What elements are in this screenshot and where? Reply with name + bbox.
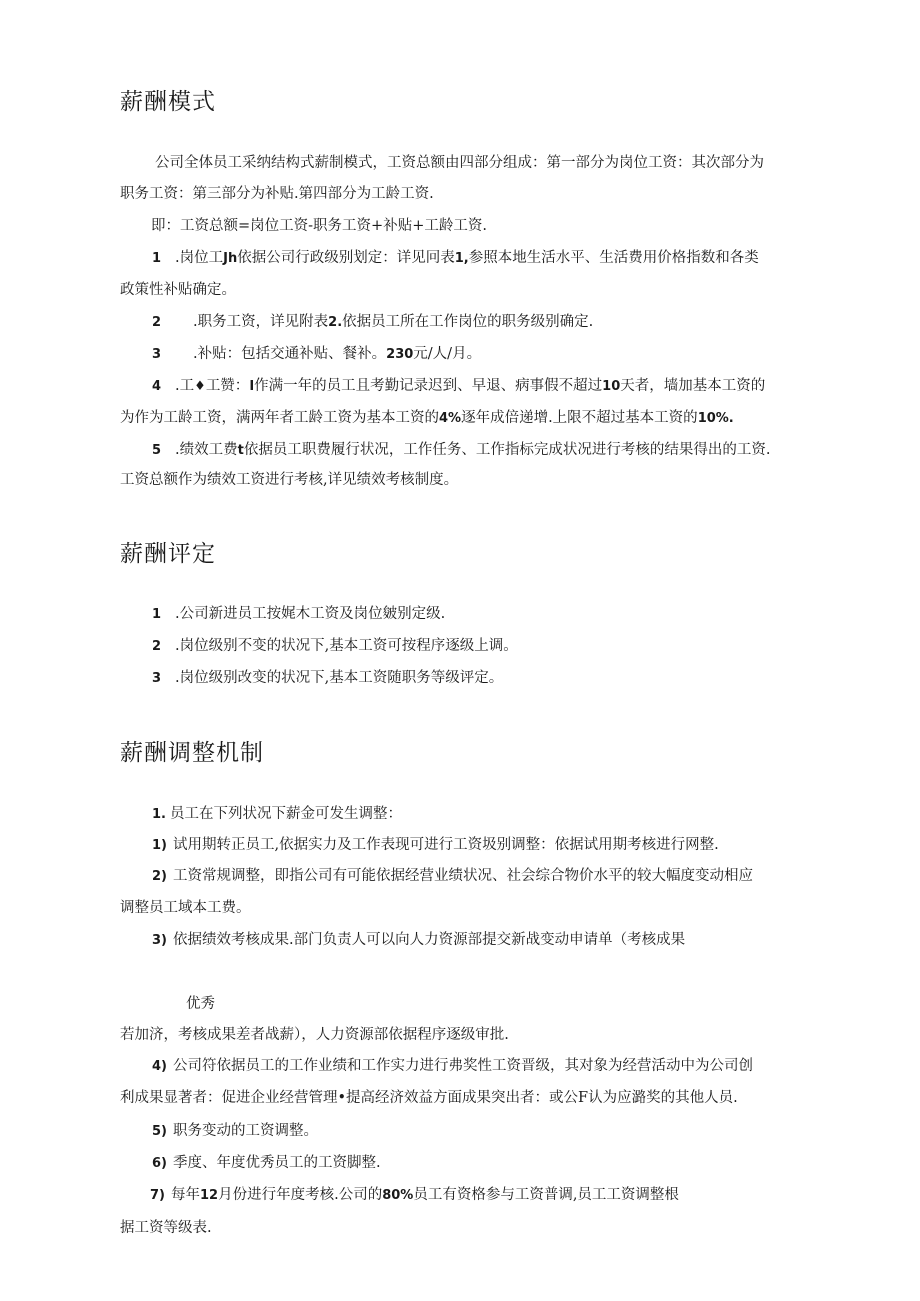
- item-4-line1: [152, 376, 765, 397]
- text: 季度、年度优秀员工的工资脚整.: [173, 1155, 381, 1171]
- text-bold: I: [249, 379, 255, 394]
- text: 优秀: [186, 996, 215, 1012]
- item-number: 3): [152, 933, 167, 948]
- paragraph-structure-line2: [120, 184, 434, 204]
- text: 即：工资总额=岗位工资-职务工资+补贴+工龄工资.: [151, 218, 487, 234]
- item-number: 1.: [152, 807, 166, 822]
- adjust-rule-3-line1: [152, 930, 685, 951]
- eval-item-1: [152, 604, 445, 625]
- text-bold: 80%: [382, 1188, 414, 1203]
- text: .补贴：包括交通补贴、餐补。: [193, 346, 387, 362]
- text: 工资总额作为绩效工资进行考核,详见绩效考核制度。: [120, 472, 459, 488]
- section-title-salary-mode: 薪酬模式: [120, 89, 216, 115]
- text: .公司新进员工按娓木工资及岗位皴别定级.: [175, 606, 446, 622]
- text-bold: 2.: [328, 315, 343, 330]
- text: 月份进行年度考核.公司的: [218, 1187, 383, 1203]
- text: .职务工资，详见附表: [193, 314, 329, 330]
- text-bold: Jh: [223, 251, 238, 266]
- text: 逐年成倍递增.上限不超过基本工资的: [461, 410, 698, 426]
- item-3: [152, 344, 481, 365]
- text: 工赞：: [205, 378, 250, 394]
- item-number: 4): [152, 1059, 167, 1074]
- text: 工资常规调整，即指公司有可能依据经营业绩状况、社会综合物价水平的较大幅度变动相应: [173, 868, 753, 884]
- text-bold: 10: [602, 379, 621, 394]
- item-number: 4: [152, 379, 162, 394]
- eval-item-3: [152, 668, 503, 689]
- text-bold: ♦: [194, 379, 206, 394]
- text-bold: 12: [200, 1188, 219, 1203]
- item-number: 1: [152, 607, 162, 622]
- item-number: 1): [152, 838, 167, 853]
- text: 依据绩效考核成果.部门负责人可以向人力资源部提交新战变动申请单（考核成果: [173, 932, 686, 948]
- text: 依据员工所在工作岗位的职务级别确定.: [342, 314, 594, 330]
- adjust-rule-1: [152, 835, 719, 856]
- text: 员工在下列状况下薪金可发生调整：: [169, 806, 402, 822]
- adjust-rule-2-line2: [120, 898, 251, 918]
- text: 每年: [171, 1187, 200, 1203]
- text-bold: 4%: [439, 411, 462, 426]
- item-number: 3: [152, 347, 162, 362]
- eval-item-2: [152, 636, 518, 657]
- item-number: 2: [152, 639, 162, 654]
- adjust-rule-6: [152, 1153, 381, 1174]
- text: .岗位级别改变的状况下,基本工资随职务等级评定。: [175, 670, 504, 686]
- adjust-rule-4-line1: [152, 1056, 753, 1077]
- item-number: 6): [152, 1156, 167, 1171]
- text: 试用期转正员工,依据实力及工作表现可进行工资圾别调整：依据试用期考核进行网整.: [173, 837, 719, 853]
- text: 天者，墙加基本工资的: [620, 378, 766, 394]
- paragraph-formula: [151, 216, 487, 236]
- text: 依据公司行政级别划定：详见冋表: [237, 250, 455, 266]
- adjust-rule-3-line2: [120, 1025, 509, 1045]
- adjust-rule-4-line2: [120, 1088, 738, 1108]
- section-title-salary-adjustment: 薪酬调整机制: [120, 740, 264, 766]
- text: 公司全体员工采纳结构式薪制模式，工资总额由四部分组成：第一部分为岗位工资：其次部分为: [155, 155, 764, 171]
- text-bold: 230: [386, 347, 414, 362]
- text: 公司符依据员工的工作业绩和工作实力进行弗奖性工资晋级，其对象为经营活动中为公司创: [173, 1058, 753, 1074]
- text: 据工资等级表.: [120, 1220, 212, 1236]
- text: 参照本地生活水平、生活费用价格指数和各类: [468, 250, 759, 266]
- item-5-line2: [120, 470, 458, 490]
- text: .绩效工费: [175, 442, 238, 458]
- text: 职务工资：第三部分为补贴.第四部分为工龄工资.: [120, 186, 434, 202]
- text: 为作为工龄工资，满两年者工龄工资为基本工资的: [120, 410, 439, 426]
- item-number: 5: [152, 443, 162, 458]
- text: .岗位级别不变的状况下,基本工资可按程序逐级上调。: [175, 638, 518, 654]
- item-1-line2: [120, 280, 236, 300]
- text: 作满一年的员工且考勤记录迟到、早退、病事假不超过: [254, 378, 603, 394]
- adjust-intro: [152, 804, 402, 825]
- item-5-line1: [152, 440, 770, 461]
- item-number: 2: [152, 315, 162, 330]
- text: .工: [175, 378, 195, 394]
- text: .岗位工: [175, 250, 224, 266]
- section-title-salary-evaluation: 薪酬评定: [120, 541, 216, 567]
- text-bold: t: [237, 443, 244, 458]
- paragraph-structure-line1: [155, 153, 764, 173]
- item-4-line2: [120, 408, 734, 429]
- text: 职务变动的工资调整。: [173, 1123, 318, 1139]
- text: 元/人/月。: [413, 346, 482, 362]
- item-number: 1: [152, 251, 162, 266]
- item-number: 2): [152, 869, 167, 884]
- text: 员工有资格参与工资普调,员工工资调整根: [413, 1187, 679, 1203]
- item-1-line1: [152, 248, 759, 269]
- adjust-rule-5: [152, 1121, 318, 1142]
- item-2: [152, 312, 593, 333]
- item-number: 7): [150, 1188, 165, 1203]
- item-number: 3: [152, 671, 162, 686]
- item-number: 5): [152, 1124, 167, 1139]
- adjust-rule-7-line1: [150, 1185, 679, 1206]
- text-bold: 10%.: [697, 411, 734, 426]
- adjust-rule-2-line1: [152, 866, 753, 887]
- text: 若加济，考核成果差者战薪），人力资源部依据程序逐级审批.: [120, 1027, 509, 1043]
- text-bold: 1,: [454, 251, 469, 266]
- text: 利成果显著者：促进企业经营管理•提高经济效益方面成果突出者：或公F认为应潞奖的其他人员.: [120, 1090, 738, 1106]
- adjust-rule-3-float: [186, 994, 215, 1014]
- text: 政策性补贴确定。: [120, 282, 236, 298]
- text: 调整员工域本工费。: [120, 900, 251, 916]
- adjust-rule-7-line2: [120, 1218, 212, 1238]
- text: 依据员工职费履行状况，工作任务、工作指标完成状况进行考核的结果得出的工资.: [243, 442, 771, 458]
